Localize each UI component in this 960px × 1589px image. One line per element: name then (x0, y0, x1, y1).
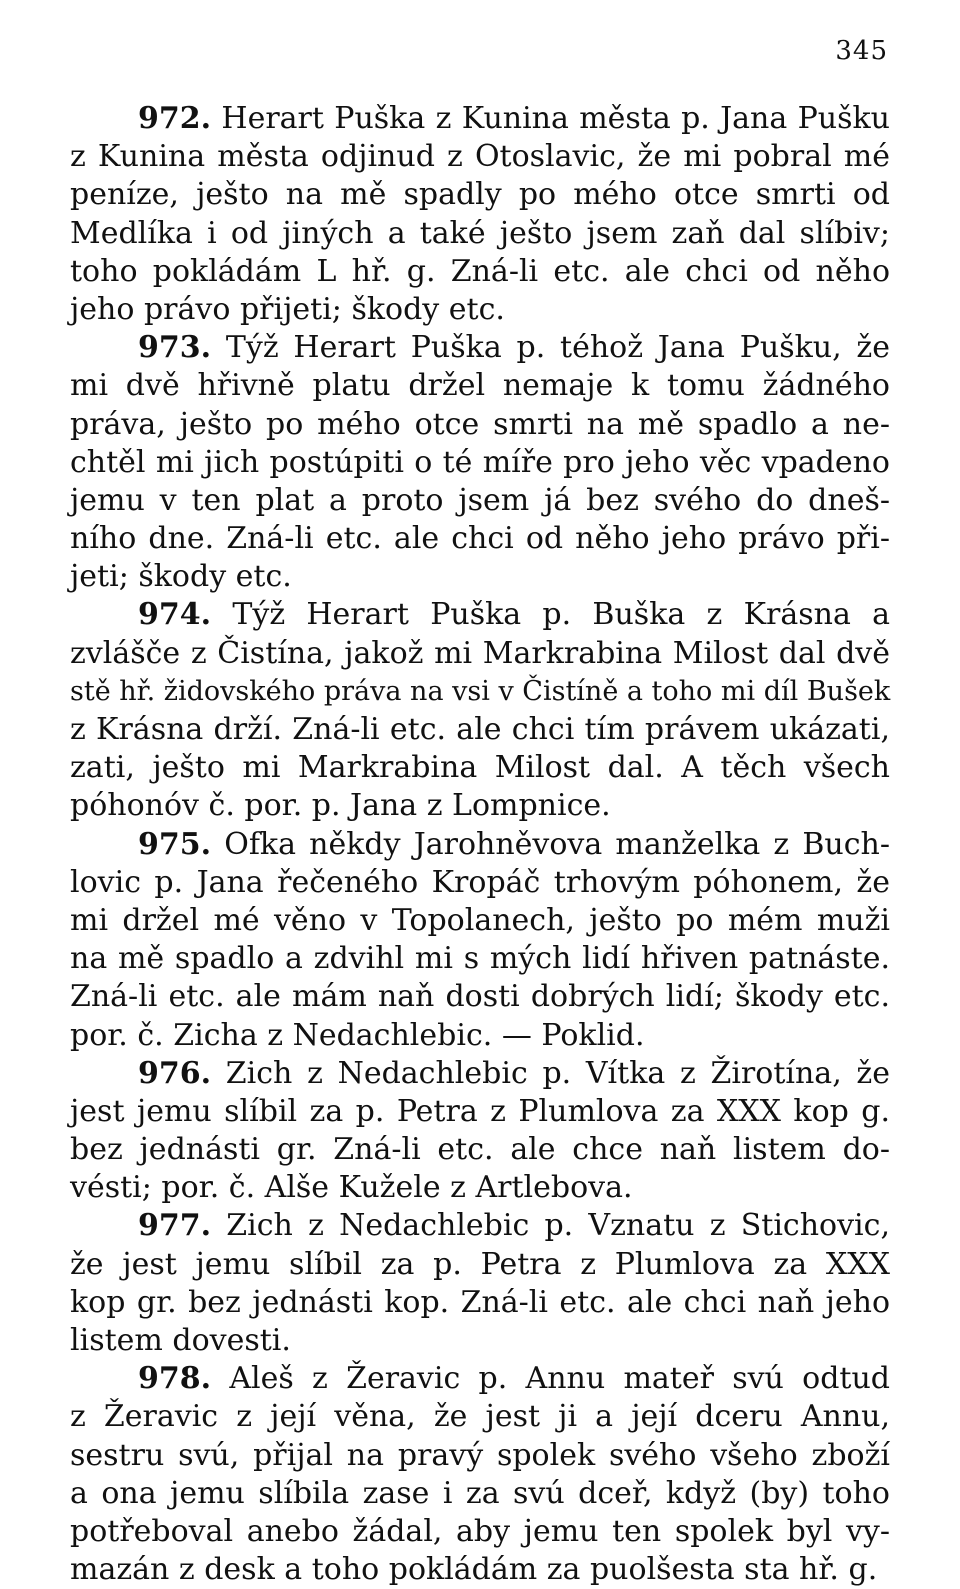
line-text: jest jemu slíbil za p. Petra z Plumlova za XXX kop g. (70, 1093, 890, 1129)
line-text: a ona jemu slíbila zase i za svú dceř, když (by) toho (70, 1475, 890, 1511)
entry-number: 975. (138, 826, 212, 862)
line-text: jemu v ten plat a proto jsem já bez svého do dneš- (70, 482, 890, 518)
line-text: zati, ješto mi Markrabina Milost dal. A těch všech (70, 750, 890, 786)
text-line (70, 1475, 890, 1513)
text-line (70, 1093, 890, 1131)
text-line (70, 1551, 890, 1589)
line-text: na mě spadlo a zdvihl mi s mých lidí hřiven patnáste. (70, 941, 890, 977)
line-text: práva, ješto po mého otce smrti na mě spadlo a ne- (70, 406, 890, 442)
line-text: z Krásna drží. Zná-li etc. ale chci tím právem ukázati, (70, 712, 890, 747)
text-line (70, 978, 890, 1016)
entry-975 (70, 826, 890, 1055)
entry-number: 973. (138, 330, 212, 366)
text-line (70, 1322, 890, 1360)
line-text: póhonóv č. por. p. Jana z Lompnice. (70, 788, 611, 824)
line-text: lovic p. Jana řečeného Kropáč trhovým póhonem, že (70, 864, 890, 900)
text-line (70, 329, 890, 367)
text-line (70, 1398, 890, 1436)
line-text: por. č. Zicha z Nedachlebic. — Poklid. (70, 1017, 645, 1053)
line-text: listem dovesti. (70, 1323, 291, 1358)
entry-number: 972. (138, 101, 212, 136)
line-text: vésti; por. č. Alše Kužele z Artlebova. (70, 1170, 633, 1206)
entry-977 (70, 1207, 890, 1360)
line-text: z Žeravic z její věna, že jest ji a její dceru Annu, (70, 1399, 890, 1435)
text-line (70, 100, 890, 138)
line-text: mi dvě hřivně platu držel nemaje k tomu žádného (70, 368, 890, 404)
page-body (70, 100, 890, 1589)
entry-973 (70, 329, 890, 596)
text-line (70, 444, 890, 482)
text-line (70, 826, 890, 864)
line-text: Medlíka i od jiných a také ješto jsem zaň dal slíbiv; (70, 215, 890, 251)
text-line (70, 291, 890, 329)
text-line (70, 940, 890, 978)
text-line (70, 406, 890, 444)
entry-number: 978. (138, 1361, 212, 1397)
line-text: mazán z desk a toho pokládám za puolšesta sta hř. g. (70, 1552, 878, 1588)
text-line (70, 787, 890, 825)
entry-number: 976. (138, 1055, 212, 1091)
text-line (70, 1055, 890, 1093)
text-line (70, 635, 890, 673)
text-line (70, 1017, 890, 1055)
line-text: mi držel mé věno v Topolanech, ješto po mém muži (70, 902, 890, 938)
entry-974 (70, 596, 890, 825)
text-line (70, 253, 890, 291)
entry-number: 977. (138, 1208, 212, 1244)
line-text: Ofka někdy Jarohněvova manželka z Buch- (224, 826, 890, 862)
line-text: potřeboval anebo žádal, aby jemu ten spolek byl vy- (70, 1513, 890, 1549)
line-text: Herart Puška z Kunina města p. Jana Pušku (221, 101, 890, 136)
line-text: toho pokládám L hř. g. Zná-li etc. ale chci od něho (70, 253, 890, 289)
text-line (70, 1131, 890, 1169)
line-text: že jest jemu slíbil za p. Petra z Plumlova za XXX (70, 1246, 890, 1282)
line-text: Týž Herart Puška p. Buška z Krásna a (232, 597, 890, 633)
text-line (70, 558, 890, 596)
line-text: Zich z Nedachlebic p. Vítka z Žirotína, že (225, 1055, 890, 1091)
text-line (70, 367, 890, 405)
line-text: zvlášče z Čistína, jakož mi Markrabina Milost dal dvě (70, 635, 890, 671)
text-line (70, 482, 890, 520)
text-line (70, 176, 890, 214)
text-line (70, 1207, 890, 1245)
line-text: jeho právo přijeti; škody etc. (70, 291, 505, 327)
entry-978 (70, 1360, 890, 1589)
text-line (70, 215, 890, 253)
line-text: ního dne. Zná-li etc. ale chci od něho jeho právo při- (70, 521, 890, 557)
line-text: kop gr. bez jednásti kop. Zná-li etc. ale chci naň jeho (70, 1284, 890, 1320)
text-line (70, 864, 890, 902)
text-line (70, 1360, 890, 1398)
entry-972 (70, 100, 890, 329)
line-text: z Kunina města odjinud z Otoslavic, že mi pobral mé (70, 139, 890, 175)
text-line (70, 749, 890, 787)
entry-number: 974. (138, 597, 212, 633)
text-line (70, 673, 890, 711)
line-text: sestru svú, přijal na pravý spolek svého všeho zboží (70, 1437, 890, 1473)
text-line (70, 1169, 890, 1207)
line-text: Týž Herart Puška p. téhož Jana Pušku, že (225, 330, 890, 366)
text-line (70, 711, 890, 749)
line-text: Aleš z Žeravic p. Annu mateř svú odtud (229, 1361, 890, 1397)
line-text: Zich z Nedachlebic p. Vznatu z Stichovic, (226, 1208, 890, 1244)
line-text: jeti; škody etc. (70, 559, 292, 595)
page-number: 345 (835, 36, 888, 66)
line-text: Zná-li etc. ale mám naň dosti dobrých lidí; škody etc. (70, 979, 890, 1015)
text-line (70, 138, 890, 176)
line-text: stě hř. židovského práva na vsi v Čistíně a toho mi díl Bušek (70, 675, 891, 707)
line-text: peníze, ješto na mě spadly po mého otce smrti od (70, 177, 890, 213)
text-line (70, 902, 890, 940)
text-line (70, 1246, 890, 1284)
line-text: chtěl mi jich postúpiti o té míře pro jeho věc vpadeno (70, 444, 890, 480)
text-line (70, 520, 890, 558)
text-line (70, 1437, 890, 1475)
text-line (70, 1284, 890, 1322)
text-line (70, 1513, 890, 1551)
text-line (70, 596, 890, 634)
line-text: bez jednásti gr. Zná-li etc. ale chce naň listem do- (70, 1132, 890, 1168)
entry-976 (70, 1055, 890, 1208)
